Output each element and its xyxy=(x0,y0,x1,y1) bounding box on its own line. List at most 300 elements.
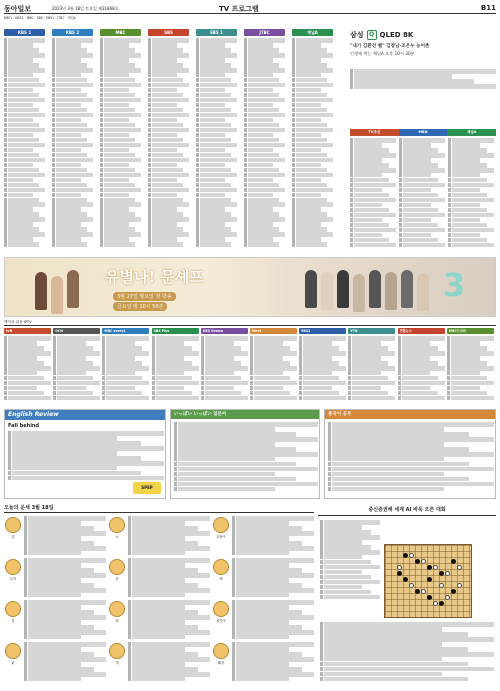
schedule-line xyxy=(292,73,321,78)
schedule-line xyxy=(448,158,480,163)
schedule-line xyxy=(292,183,327,188)
white-stone xyxy=(409,583,414,588)
cable-channel-column xyxy=(398,328,445,401)
schedule-line xyxy=(244,103,273,108)
schedule-line xyxy=(128,657,210,662)
schedule-line xyxy=(4,93,39,98)
schedule-line xyxy=(148,133,177,138)
schedule-line xyxy=(4,143,45,148)
zodiac-icon xyxy=(213,601,229,617)
schedule-line xyxy=(196,232,237,237)
zodiac-icon xyxy=(109,643,125,659)
schedule-line xyxy=(320,662,468,667)
schedule-line xyxy=(244,212,279,217)
white-stone xyxy=(433,601,438,606)
schedule-line xyxy=(4,207,33,212)
schedule-line xyxy=(100,237,129,242)
schedule-line xyxy=(350,183,396,188)
side-program-list xyxy=(399,138,445,248)
zodiac-label: 개 xyxy=(115,661,119,665)
zodiac-label: 쥐 xyxy=(11,535,15,539)
schedule-line xyxy=(244,143,285,148)
schedule-line xyxy=(399,163,438,168)
japanese-header: いっぱい いっぱい 일본어 xyxy=(171,410,319,419)
schedule-line xyxy=(102,396,149,401)
schedule-line xyxy=(100,103,129,108)
schedule-line xyxy=(348,366,395,371)
schedule-line xyxy=(447,346,487,351)
schedule-line xyxy=(52,198,87,203)
schedule-line xyxy=(292,148,321,153)
schedule-line xyxy=(128,667,198,672)
schedule-line xyxy=(53,346,93,351)
schedule-line xyxy=(100,123,135,128)
schedule-line xyxy=(244,63,279,68)
schedule-line xyxy=(52,232,93,237)
schedule-line xyxy=(232,541,302,546)
schedule-line xyxy=(148,53,189,58)
schedule-line xyxy=(292,88,321,93)
english-text xyxy=(8,431,164,481)
schedule-line xyxy=(447,371,480,376)
schedule-line xyxy=(348,396,395,401)
schedule-line xyxy=(128,526,198,531)
schedule-line xyxy=(320,560,371,565)
side-channel-heading: MBN xyxy=(399,129,448,136)
schedule-line xyxy=(53,371,86,376)
schedule-line xyxy=(398,396,445,401)
schedule-line xyxy=(328,472,444,477)
schedule-line xyxy=(320,585,362,590)
schedule-line xyxy=(448,188,480,193)
schedule-line xyxy=(4,148,33,153)
schedule-line xyxy=(232,600,314,605)
schedule-line xyxy=(244,222,273,227)
schedule-line xyxy=(320,672,442,677)
schedule-line xyxy=(196,78,231,83)
schedule-line xyxy=(350,243,396,248)
schedule-line xyxy=(244,183,279,188)
schedule-line xyxy=(232,610,302,615)
schedule-line xyxy=(8,476,164,481)
zodiac-icon xyxy=(5,643,21,659)
schedule-line xyxy=(320,622,494,627)
schedule-line xyxy=(24,652,94,657)
zodiac-icon xyxy=(109,517,125,533)
schedule-line xyxy=(8,466,117,471)
schedule-line xyxy=(244,43,273,48)
schedule-line xyxy=(399,243,445,248)
schedule-line xyxy=(148,188,189,193)
schedule-line xyxy=(24,573,106,578)
schedule-line xyxy=(348,356,381,361)
schedule-line xyxy=(201,396,248,401)
schedule-line xyxy=(148,48,183,53)
white-stone xyxy=(445,571,450,576)
schedule-line xyxy=(196,183,231,188)
schedule-line xyxy=(128,652,198,657)
white-stone xyxy=(445,595,450,600)
schedule-line xyxy=(201,341,234,346)
schedule-line xyxy=(52,113,93,118)
schedule-line xyxy=(299,371,332,376)
schedule-line xyxy=(100,232,141,237)
schedule-line xyxy=(128,605,185,610)
schedule-line xyxy=(448,233,480,238)
schedule-line xyxy=(196,202,237,207)
schedule-line xyxy=(196,108,231,113)
schedule-line xyxy=(100,158,141,163)
schedule-line xyxy=(148,108,183,113)
schedule-line xyxy=(128,593,185,598)
schedule-line xyxy=(320,570,362,575)
schedule-line xyxy=(448,148,487,153)
schedule-line xyxy=(244,68,285,73)
ad-block xyxy=(350,43,496,83)
schedule-line xyxy=(448,173,480,178)
schedule-line xyxy=(328,467,494,472)
cable-channel-heading: YTN xyxy=(348,328,395,334)
zodiac-icon xyxy=(213,559,229,575)
tv-schedule-grid xyxy=(4,29,344,254)
schedule-line xyxy=(196,53,237,58)
schedule-line xyxy=(348,371,381,376)
q-logo-icon: Q xyxy=(367,30,377,40)
schedule-line xyxy=(448,243,494,248)
schedule-line xyxy=(399,148,438,153)
white-stone xyxy=(421,589,426,594)
schedule-line xyxy=(447,386,480,391)
schedule-line xyxy=(244,123,279,128)
schedule-line xyxy=(292,83,333,88)
schedule-line xyxy=(52,98,93,103)
schedule-line xyxy=(250,386,283,391)
schedule-line xyxy=(52,153,87,158)
schedule-line xyxy=(128,647,185,652)
schedule-line xyxy=(148,38,189,43)
schedule-line xyxy=(52,148,81,153)
schedule-line xyxy=(448,193,487,198)
schedule-line xyxy=(299,391,339,396)
english-header: English Review xyxy=(5,410,165,420)
schedule-line xyxy=(328,487,444,492)
cable-channel-heading: OCN xyxy=(53,328,100,334)
program-list xyxy=(52,38,93,247)
schedule-line xyxy=(52,222,81,227)
schedule-line xyxy=(52,73,81,78)
schedule-line xyxy=(398,351,445,356)
schedule-line xyxy=(201,376,241,381)
schedule-line xyxy=(128,563,185,568)
schedule-line xyxy=(100,217,141,222)
schedule-line xyxy=(292,38,333,43)
cable-schedule-grid xyxy=(4,328,496,406)
schedule-line xyxy=(328,442,444,447)
schedule-line xyxy=(196,133,225,138)
schedule-line xyxy=(152,341,185,346)
schedule-line xyxy=(4,188,45,193)
schedule-line xyxy=(196,193,225,198)
schedule-line xyxy=(52,138,87,143)
schedule-line xyxy=(24,583,94,588)
schedule-line xyxy=(244,48,279,53)
schedule-line xyxy=(250,361,290,366)
schedule-line xyxy=(328,477,469,482)
promo-date: 3월 27일 월요일 첫 방송 xyxy=(113,292,176,301)
schedule-line xyxy=(320,580,380,585)
schedule-line xyxy=(4,346,44,351)
schedule-line xyxy=(52,168,87,173)
schedule-line xyxy=(4,227,39,232)
fortune-text xyxy=(232,516,314,556)
issue-date: 2023년 3월 18일 토요일 제31868호 xyxy=(52,6,119,11)
schedule-line xyxy=(24,667,94,672)
schedule-line xyxy=(4,217,45,222)
japanese-box xyxy=(170,409,320,499)
schedule-line xyxy=(244,217,285,222)
schedule-line xyxy=(320,540,362,545)
cable-channel-heading: MBC every1 xyxy=(102,328,149,334)
schedule-line xyxy=(299,356,332,361)
black-stone xyxy=(427,595,432,600)
schedule-line xyxy=(100,63,135,68)
schedule-line xyxy=(299,396,346,401)
schedule-line xyxy=(8,441,141,446)
side-channel-heads xyxy=(350,129,496,136)
zodiac-icon xyxy=(5,559,21,575)
schedule-line xyxy=(4,198,39,203)
schedule-line xyxy=(196,158,237,163)
white-stone xyxy=(409,553,414,558)
schedule-line xyxy=(350,173,382,178)
schedule-line xyxy=(52,118,81,123)
zodiac-icon xyxy=(213,517,229,533)
schedule-line xyxy=(52,202,93,207)
schedule-line xyxy=(100,108,135,113)
schedule-line xyxy=(52,133,81,138)
schedule-line xyxy=(4,163,33,168)
schedule-line xyxy=(102,381,149,386)
schedule-line xyxy=(148,103,177,108)
schedule-line xyxy=(152,386,185,391)
schedule-line xyxy=(100,48,135,53)
schedule-line xyxy=(128,588,210,593)
schedule-line xyxy=(448,228,494,233)
schedule-line xyxy=(52,173,93,178)
schedule-line xyxy=(196,198,231,203)
schedule-line xyxy=(232,677,289,682)
channel-heading: SBS xyxy=(148,29,189,36)
schedule-line xyxy=(320,555,362,560)
schedule-line xyxy=(174,472,275,477)
cable-section-title: 케이블·위성·IPTV xyxy=(4,320,496,326)
schedule-line xyxy=(148,73,177,78)
schedule-line xyxy=(52,212,87,217)
schedule-line xyxy=(244,188,285,193)
schedule-line xyxy=(148,153,183,158)
schedule-line xyxy=(244,58,273,63)
schedule-line xyxy=(201,346,241,351)
fortune-text xyxy=(128,558,210,598)
schedule-line xyxy=(24,536,81,541)
schedule-line xyxy=(4,356,37,361)
zodiac-label: 닭 xyxy=(11,661,15,665)
schedule-line xyxy=(100,163,129,168)
schedule-line xyxy=(196,222,225,227)
go-board xyxy=(384,544,472,618)
schedule-line xyxy=(128,642,210,647)
schedule-line xyxy=(53,361,93,366)
black-stone xyxy=(427,565,432,570)
schedule-line xyxy=(244,148,273,153)
schedule-line xyxy=(128,635,185,640)
black-stone xyxy=(427,577,432,582)
schedule-line xyxy=(292,78,327,83)
schedule-line xyxy=(348,341,381,346)
schedule-line xyxy=(24,521,81,526)
schedule-line xyxy=(292,113,333,118)
schedule-line xyxy=(24,610,94,615)
schedule-line xyxy=(4,98,45,103)
schedule-line xyxy=(250,341,283,346)
schedule-line xyxy=(102,341,135,346)
person-figure xyxy=(353,274,365,312)
black-stone xyxy=(397,571,402,576)
schedule-line xyxy=(102,361,142,366)
schedule-line xyxy=(102,366,149,371)
schedule-line xyxy=(250,396,297,401)
white-stone xyxy=(433,565,438,570)
schedule-line xyxy=(232,620,289,625)
schedule-line xyxy=(128,558,210,563)
schedule-line xyxy=(52,178,81,183)
schedule-line xyxy=(100,88,129,93)
schedule-line xyxy=(292,93,327,98)
schedule-line xyxy=(250,336,297,341)
cable-channel-heading: MBC드라마 xyxy=(447,328,494,334)
promo-banner[interactable] xyxy=(4,257,496,317)
schedule-line xyxy=(100,118,129,123)
schedule-line xyxy=(24,531,106,536)
schedule-line xyxy=(292,98,333,103)
schedule-line xyxy=(148,58,177,63)
schedule-line xyxy=(292,193,321,198)
schedule-line xyxy=(196,103,225,108)
schedule-line xyxy=(4,128,45,133)
schedule-line xyxy=(398,356,431,361)
schedule-line xyxy=(244,118,273,123)
schedule-line xyxy=(292,103,321,108)
schedule-line xyxy=(148,158,189,163)
schedule-line xyxy=(232,558,314,563)
schedule-line xyxy=(152,336,199,341)
channel-column xyxy=(292,29,333,247)
baduk-header: 중신증권배 세계 AI 바둑 오픈 대회 xyxy=(318,504,496,516)
schedule-line xyxy=(100,138,135,143)
schedule-line xyxy=(232,568,302,573)
schedule-line xyxy=(4,43,33,48)
schedule-line xyxy=(100,198,135,203)
schedule-line xyxy=(292,133,321,138)
schedule-line xyxy=(174,462,296,467)
schedule-line xyxy=(52,217,93,222)
schedule-line xyxy=(328,447,469,452)
fortune-text xyxy=(24,516,106,556)
schedule-line xyxy=(100,73,129,78)
schedule-line xyxy=(350,203,382,208)
channel-list: KBS1 · KBS2 · MBC · SBS · EBS1 · JTBC · 채널A xyxy=(4,16,76,20)
zodiac-label: 용 xyxy=(115,577,119,581)
schedule-line xyxy=(4,341,37,346)
schedule-line xyxy=(152,391,192,396)
channel-heading: EBS 1 xyxy=(196,29,237,36)
zodiac-icon xyxy=(109,559,125,575)
schedule-line xyxy=(24,558,106,563)
schedule-line xyxy=(196,138,231,143)
baduk-text-left xyxy=(320,520,380,600)
schedule-line xyxy=(350,143,382,148)
schedule-line xyxy=(148,93,183,98)
schedule-line xyxy=(398,361,438,366)
schedule-line xyxy=(320,565,380,570)
schedule-line xyxy=(8,451,117,456)
schedule-line xyxy=(24,568,94,573)
schedule-line xyxy=(196,63,231,68)
masthead xyxy=(4,4,496,14)
schedule-line xyxy=(148,202,189,207)
schedule-line xyxy=(24,600,106,605)
schedule-line xyxy=(196,128,237,133)
schedule-line xyxy=(350,188,382,193)
schedule-line xyxy=(196,68,237,73)
schedule-line xyxy=(4,88,33,93)
schedule-line xyxy=(244,83,285,88)
side-channel-heading: TV조선 xyxy=(350,129,399,136)
schedule-line xyxy=(244,207,273,212)
schedule-line xyxy=(100,58,129,63)
schedule-line xyxy=(244,153,279,158)
schedule-line xyxy=(398,366,445,371)
schedule-line xyxy=(399,238,438,243)
schedule-line xyxy=(232,563,289,568)
schedule-line xyxy=(52,128,93,133)
cable-program-list xyxy=(201,336,248,400)
schedule-line xyxy=(299,381,346,386)
schedule-line xyxy=(8,446,164,451)
schedule-line xyxy=(201,361,241,366)
schedule-line xyxy=(292,178,321,183)
person-figure xyxy=(417,273,429,311)
schedule-line xyxy=(100,68,141,73)
schedule-line xyxy=(128,677,185,682)
schedule-line xyxy=(292,58,321,63)
schedule-line xyxy=(53,366,100,371)
schedule-line xyxy=(52,83,93,88)
schedule-line xyxy=(24,647,81,652)
zodiac-label: 원숭이 xyxy=(216,619,226,623)
schedule-line xyxy=(244,193,273,198)
schedule-line xyxy=(4,351,51,356)
schedule-line xyxy=(4,83,45,88)
schedule-line xyxy=(24,516,106,521)
brand-logo xyxy=(350,29,496,41)
schedule-line xyxy=(447,356,480,361)
black-stone xyxy=(439,601,444,606)
program-list xyxy=(244,38,285,247)
cable-program-list xyxy=(250,336,297,400)
fortune-text xyxy=(24,600,106,640)
schedule-line xyxy=(398,371,431,376)
